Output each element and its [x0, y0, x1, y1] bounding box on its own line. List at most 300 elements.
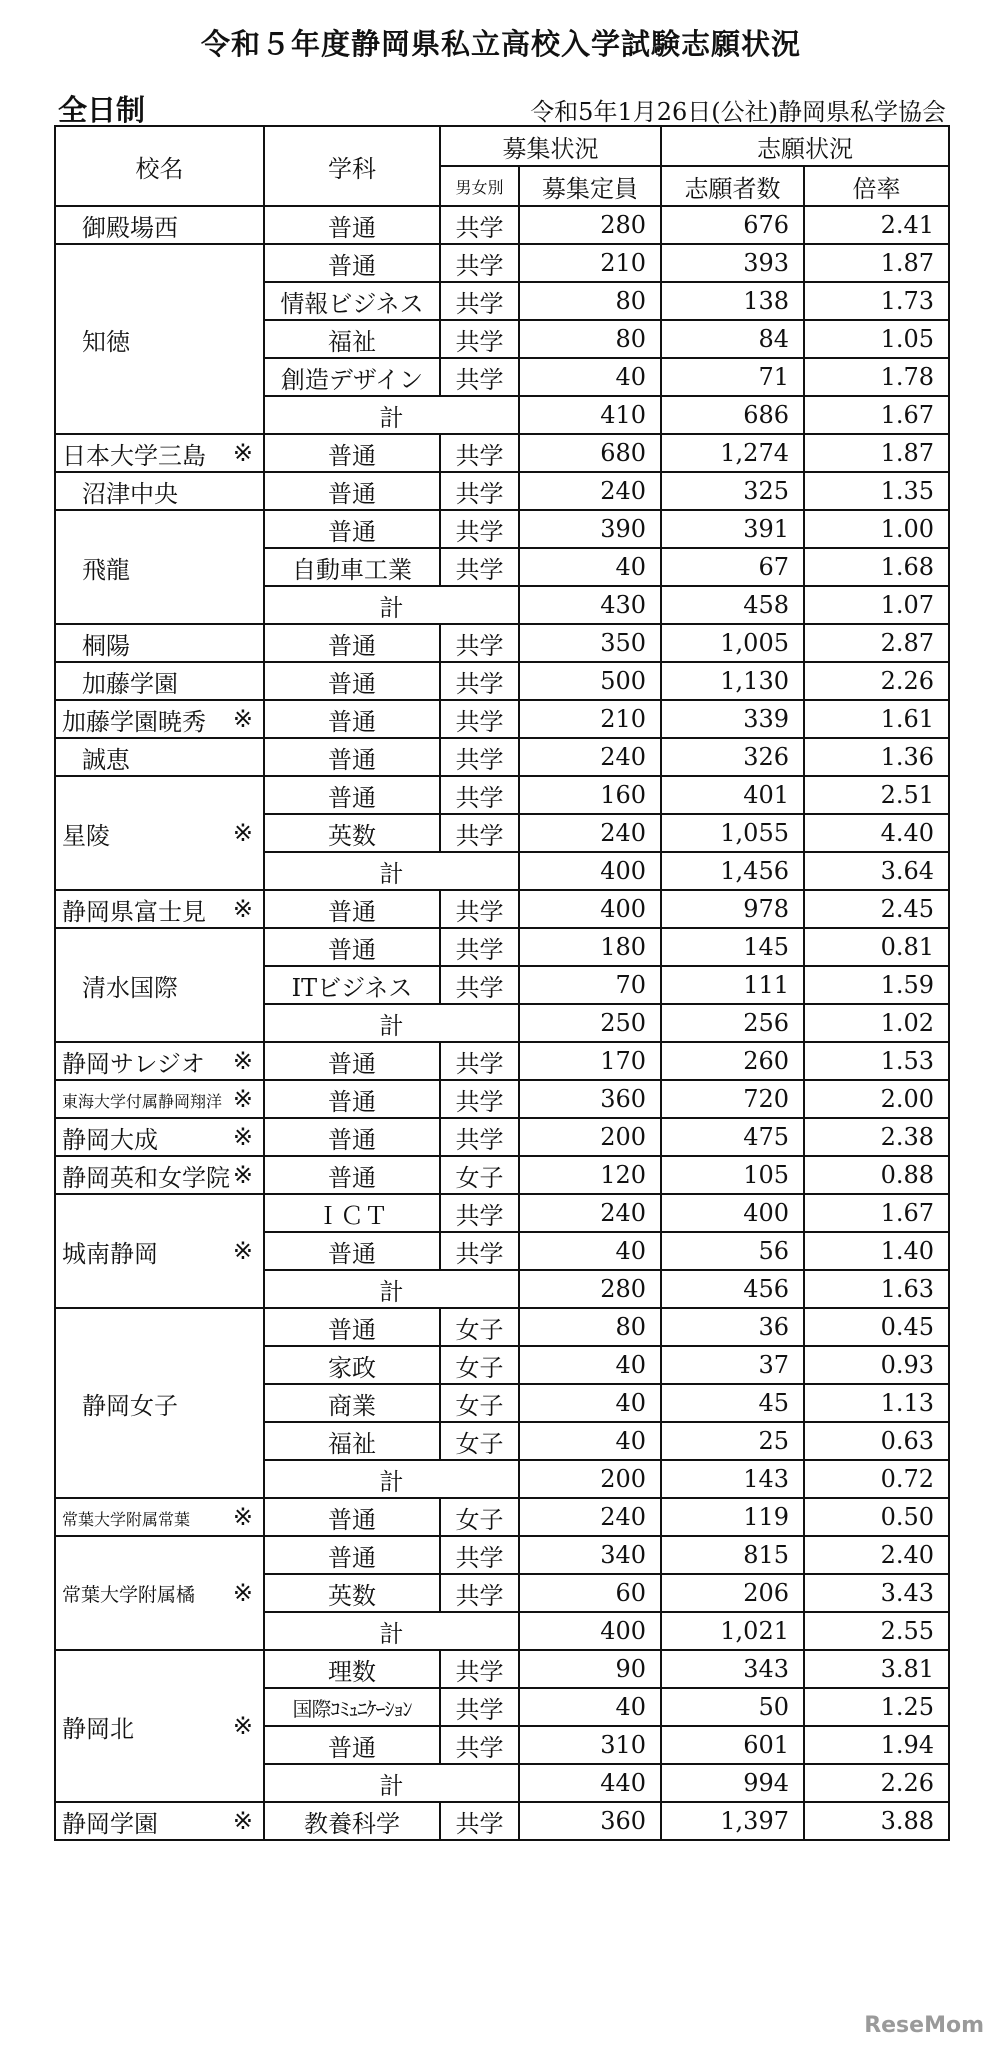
- course-cell: 普通: [264, 434, 440, 472]
- school-name-cell: [55, 776, 264, 890]
- course-cell: 創造デザイン: [264, 358, 440, 396]
- school-name-cell: [55, 1080, 264, 1118]
- note-mark: ※: [232, 1161, 253, 1189]
- capacity-cell: 40: [519, 1346, 661, 1384]
- school-name-cell: [55, 510, 264, 624]
- gender-cell: 共学: [440, 776, 519, 814]
- gender-cell: 共学: [440, 282, 519, 320]
- school-name: 清水国際: [82, 973, 178, 1002]
- course-cell: 普通: [264, 624, 440, 662]
- ratio-cell: 1.35: [804, 472, 949, 510]
- table-row: [55, 1498, 949, 1536]
- applicants-cell: 815: [661, 1536, 804, 1574]
- applicants-cell: 1,130: [661, 662, 804, 700]
- course-cell: 情報ビジネス: [264, 282, 440, 320]
- course-cell: 普通: [264, 1118, 440, 1156]
- ratio-cell: 1.67: [804, 1194, 949, 1232]
- gender-cell: 共学: [440, 472, 519, 510]
- school-name: 桐陽: [82, 631, 130, 660]
- applicants-cell: 400: [661, 1194, 804, 1232]
- ratio-cell: 0.50: [804, 1498, 949, 1536]
- total-ratio-cell: 1.07: [804, 586, 949, 624]
- capacity-cell: 240: [519, 814, 661, 852]
- table-row: [55, 624, 949, 662]
- gender-cell: 共学: [440, 624, 519, 662]
- total-applicants-cell: 1,021: [661, 1612, 804, 1650]
- note-mark: ※: [232, 1123, 253, 1151]
- school-name-cell: [55, 1042, 264, 1080]
- school-name: 常葉大学附属橘: [62, 1584, 196, 1606]
- school-name: 静岡県富士見: [62, 897, 206, 926]
- gender-cell: 共学: [440, 890, 519, 928]
- school-name-cell: [55, 1536, 264, 1650]
- school-name: 飛龍: [82, 555, 130, 584]
- applicants-cell: 105: [661, 1156, 804, 1194]
- applicants-cell: 393: [661, 244, 804, 282]
- course-cell: 普通: [264, 662, 440, 700]
- course-cell: 普通: [264, 1156, 440, 1194]
- course-cell: 家政: [264, 1346, 440, 1384]
- applicants-cell: 676: [661, 206, 804, 244]
- school-name-cell: [55, 434, 264, 472]
- gender-cell: 女子: [440, 1498, 519, 1536]
- table-row: [55, 1080, 949, 1118]
- gender-cell: 女子: [440, 1346, 519, 1384]
- applicants-cell: 326: [661, 738, 804, 776]
- note-mark: ※: [232, 1237, 253, 1265]
- ratio-cell: 0.93: [804, 1346, 949, 1384]
- gender-cell: 共学: [440, 1688, 519, 1726]
- table-row: [55, 1308, 949, 1346]
- total-label-cell: 計: [264, 1460, 519, 1498]
- course-cell: 普通: [264, 1042, 440, 1080]
- applicants-cell: 1,005: [661, 624, 804, 662]
- table-row: [55, 1194, 949, 1232]
- capacity-cell: 240: [519, 472, 661, 510]
- course-cell: 普通: [264, 1536, 440, 1574]
- watermark-logo: ReseMom: [864, 2013, 984, 2038]
- school-name: 東海大学付属静岡翔洋: [62, 1092, 223, 1111]
- total-capacity-cell: 440: [519, 1764, 661, 1802]
- capacity-cell: 210: [519, 700, 661, 738]
- applicants-cell: 1,274: [661, 434, 804, 472]
- applicants-cell: 138: [661, 282, 804, 320]
- gender-cell: 共学: [440, 662, 519, 700]
- course-cell: 福祉: [264, 1422, 440, 1460]
- gender-cell: 共学: [440, 206, 519, 244]
- gender-cell: 共学: [440, 1042, 519, 1080]
- gender-cell: 共学: [440, 1574, 519, 1612]
- total-label-cell: 計: [264, 1612, 519, 1650]
- note-mark: ※: [232, 1085, 253, 1113]
- ratio-cell: 0.81: [804, 928, 949, 966]
- applicants-cell: 601: [661, 1726, 804, 1764]
- course-cell: ＩＣＴ: [264, 1194, 440, 1232]
- table-row: [55, 738, 949, 776]
- source-note: 令和5年1月26日(公社)静岡県私学協会: [530, 98, 946, 126]
- total-ratio-cell: 2.55: [804, 1612, 949, 1650]
- capacity-cell: 500: [519, 662, 661, 700]
- school-name-cell: [55, 1156, 264, 1194]
- capacity-cell: 280: [519, 206, 661, 244]
- total-ratio-cell: 2.26: [804, 1764, 949, 1802]
- course-cell: 普通: [264, 472, 440, 510]
- course-cell: 福祉: [264, 320, 440, 358]
- gender-cell: 共学: [440, 700, 519, 738]
- school-name: 加藤学園: [82, 669, 178, 698]
- gender-cell: 共学: [440, 1080, 519, 1118]
- ratio-cell: 1.05: [804, 320, 949, 358]
- school-name: 静岡北: [62, 1714, 134, 1743]
- applicants-cell: 71: [661, 358, 804, 396]
- applicants-cell: 84: [661, 320, 804, 358]
- school-name-cell: [55, 1194, 264, 1308]
- capacity-cell: 40: [519, 1422, 661, 1460]
- course-cell: 普通: [264, 1232, 440, 1270]
- gender-cell: 共学: [440, 548, 519, 586]
- ratio-cell: 1.40: [804, 1232, 949, 1270]
- capacity-cell: 160: [519, 776, 661, 814]
- note-mark: ※: [232, 895, 253, 923]
- school-name-cell: [55, 662, 264, 700]
- school-name-cell: [55, 928, 264, 1042]
- course-cell: 教養科学: [264, 1802, 440, 1840]
- capacity-cell: 80: [519, 282, 661, 320]
- course-cell: 普通: [264, 1726, 440, 1764]
- gender-cell: 女子: [440, 1384, 519, 1422]
- capacity-cell: 240: [519, 1498, 661, 1536]
- ratio-cell: 1.94: [804, 1726, 949, 1764]
- header-applicants: 志願者数: [661, 166, 804, 206]
- table-row: [55, 700, 949, 738]
- course-cell: 自動車工業: [264, 548, 440, 586]
- applicants-cell: 36: [661, 1308, 804, 1346]
- note-mark: ※: [232, 1579, 253, 1607]
- school-name: 知徳: [82, 327, 130, 356]
- capacity-cell: 360: [519, 1080, 661, 1118]
- capacity-cell: 180: [519, 928, 661, 966]
- total-capacity-cell: 200: [519, 1460, 661, 1498]
- total-label-cell: 計: [264, 852, 519, 890]
- gender-cell: 共学: [440, 510, 519, 548]
- total-applicants-cell: 686: [661, 396, 804, 434]
- gender-cell: 共学: [440, 1194, 519, 1232]
- table-row: [55, 434, 949, 472]
- capacity-cell: 240: [519, 1194, 661, 1232]
- header-capacity: 募集定員: [519, 166, 661, 206]
- table-row: [55, 1802, 949, 1840]
- school-name-cell: [55, 472, 264, 510]
- ratio-cell: 2.38: [804, 1118, 949, 1156]
- ratio-cell: 1.61: [804, 700, 949, 738]
- capacity-cell: 120: [519, 1156, 661, 1194]
- school-name: 日本大学三島: [62, 441, 206, 470]
- school-name-cell: [55, 700, 264, 738]
- capacity-cell: 80: [519, 1308, 661, 1346]
- gender-cell: 共学: [440, 928, 519, 966]
- applicants-cell: 1,055: [661, 814, 804, 852]
- ratio-cell: 1.53: [804, 1042, 949, 1080]
- applicants-cell: 145: [661, 928, 804, 966]
- ratio-cell: 1.87: [804, 244, 949, 282]
- course-cell: 普通: [264, 510, 440, 548]
- school-name: 静岡サレジオ: [62, 1049, 205, 1078]
- total-label-cell: 計: [264, 1764, 519, 1802]
- applicants-cell: 56: [661, 1232, 804, 1270]
- applications-table: [54, 125, 950, 1841]
- capacity-cell: 240: [519, 738, 661, 776]
- table-row: [55, 510, 949, 548]
- ratio-cell: 1.25: [804, 1688, 949, 1726]
- total-label-cell: 計: [264, 396, 519, 434]
- capacity-cell: 200: [519, 1118, 661, 1156]
- total-capacity-cell: 430: [519, 586, 661, 624]
- school-name-cell: [55, 1650, 264, 1802]
- applicants-cell: 25: [661, 1422, 804, 1460]
- gender-cell: 女子: [440, 1156, 519, 1194]
- applicants-cell: 339: [661, 700, 804, 738]
- ratio-cell: 2.41: [804, 206, 949, 244]
- ratio-cell: 3.81: [804, 1650, 949, 1688]
- total-ratio-cell: 1.67: [804, 396, 949, 434]
- course-cell: ITビジネス: [264, 966, 440, 1004]
- school-name-cell: [55, 1498, 264, 1536]
- course-cell: 普通: [264, 1308, 440, 1346]
- course-cell: 普通: [264, 1498, 440, 1536]
- table-body: [55, 206, 949, 1840]
- total-applicants-cell: 256: [661, 1004, 804, 1042]
- ratio-cell: 2.26: [804, 662, 949, 700]
- course-cell: 普通: [264, 700, 440, 738]
- note-mark: ※: [232, 819, 253, 847]
- ratio-cell: 1.78: [804, 358, 949, 396]
- ratio-cell: 0.63: [804, 1422, 949, 1460]
- ratio-cell: 0.88: [804, 1156, 949, 1194]
- total-ratio-cell: 0.72: [804, 1460, 949, 1498]
- school-name-cell: [55, 244, 264, 434]
- capacity-cell: 390: [519, 510, 661, 548]
- section-label: 全日制: [58, 93, 146, 127]
- ratio-cell: 0.45: [804, 1308, 949, 1346]
- school-name: 沼津中央: [82, 479, 178, 508]
- total-applicants-cell: 456: [661, 1270, 804, 1308]
- school-name-cell: [55, 206, 264, 244]
- school-name-cell: [55, 890, 264, 928]
- school-name-cell: [55, 1308, 264, 1498]
- total-applicants-cell: 458: [661, 586, 804, 624]
- school-name: 御殿場西: [82, 213, 178, 242]
- ratio-cell: 1.59: [804, 966, 949, 1004]
- ratio-cell: 2.00: [804, 1080, 949, 1118]
- school-name: 常葉大学附属常葉: [62, 1510, 191, 1529]
- ratio-cell: 2.45: [804, 890, 949, 928]
- note-mark: ※: [232, 439, 253, 467]
- applicants-cell: 1,397: [661, 1802, 804, 1840]
- applicants-cell: 260: [661, 1042, 804, 1080]
- applicants-cell: 343: [661, 1650, 804, 1688]
- course-cell: 商業: [264, 1384, 440, 1422]
- capacity-cell: 350: [519, 624, 661, 662]
- capacity-cell: 340: [519, 1536, 661, 1574]
- gender-cell: 共学: [440, 1726, 519, 1764]
- capacity-cell: 60: [519, 1574, 661, 1612]
- total-capacity-cell: 400: [519, 852, 661, 890]
- course-cell: 普通: [264, 206, 440, 244]
- header-recruit-group: 募集状況: [440, 126, 661, 166]
- total-ratio-cell: 3.64: [804, 852, 949, 890]
- gender-cell: 共学: [440, 1536, 519, 1574]
- table-row: [55, 1118, 949, 1156]
- applicants-cell: 45: [661, 1384, 804, 1422]
- page-title: 令和５年度静岡県私立高校入学試験志願状況: [200, 27, 801, 61]
- table-row: [55, 1650, 949, 1688]
- applicants-cell: 391: [661, 510, 804, 548]
- course-cell: 普通: [264, 738, 440, 776]
- header-apply-group: 志願状況: [661, 126, 949, 166]
- capacity-cell: 40: [519, 1384, 661, 1422]
- course-cell: 英数: [264, 814, 440, 852]
- table-row: [55, 890, 949, 928]
- table-row: [55, 776, 949, 814]
- capacity-cell: 90: [519, 1650, 661, 1688]
- table-row: [55, 1156, 949, 1194]
- gender-cell: 共学: [440, 814, 519, 852]
- capacity-cell: 210: [519, 244, 661, 282]
- gender-cell: 共学: [440, 320, 519, 358]
- ratio-cell: 1.68: [804, 548, 949, 586]
- gender-cell: 共学: [440, 244, 519, 282]
- gender-cell: 共学: [440, 1118, 519, 1156]
- table-row: [55, 1536, 949, 1574]
- school-name: 静岡女子: [82, 1391, 178, 1420]
- capacity-cell: 40: [519, 1688, 661, 1726]
- capacity-cell: 40: [519, 548, 661, 586]
- note-mark: ※: [232, 1503, 253, 1531]
- course-cell: 普通: [264, 1080, 440, 1118]
- course-cell: 普通: [264, 244, 440, 282]
- table-row: [55, 662, 949, 700]
- total-ratio-cell: 1.02: [804, 1004, 949, 1042]
- school-name-cell: [55, 738, 264, 776]
- ratio-cell: 1.36: [804, 738, 949, 776]
- school-name-cell: [55, 1118, 264, 1156]
- school-name: 城南静岡: [62, 1239, 158, 1268]
- ratio-cell: 3.43: [804, 1574, 949, 1612]
- applicants-cell: 720: [661, 1080, 804, 1118]
- gender-cell: 共学: [440, 1650, 519, 1688]
- course-cell: 理数: [264, 1650, 440, 1688]
- school-name-cell: [55, 624, 264, 662]
- header-school: 校名: [55, 126, 264, 206]
- course-cell: 国際ｺﾐｭﾆｹｰｼｮﾝ: [264, 1688, 440, 1726]
- capacity-cell: 310: [519, 1726, 661, 1764]
- course-cell: 普通: [264, 928, 440, 966]
- applicants-cell: 978: [661, 890, 804, 928]
- applicants-cell: 50: [661, 1688, 804, 1726]
- ratio-cell: 1.00: [804, 510, 949, 548]
- total-capacity-cell: 250: [519, 1004, 661, 1042]
- capacity-cell: 40: [519, 1232, 661, 1270]
- school-name: 静岡英和女学院: [62, 1163, 230, 1192]
- school-name: 加藤学園暁秀: [62, 707, 206, 736]
- note-mark: ※: [232, 1807, 253, 1835]
- course-cell: 普通: [264, 776, 440, 814]
- header-gender: 男女別: [440, 166, 519, 206]
- table-row: [55, 472, 949, 510]
- gender-cell: 共学: [440, 358, 519, 396]
- capacity-cell: 80: [519, 320, 661, 358]
- gender-cell: 共学: [440, 1232, 519, 1270]
- school-name: 誠恵: [82, 745, 130, 774]
- capacity-cell: 680: [519, 434, 661, 472]
- course-cell: 普通: [264, 890, 440, 928]
- total-label-cell: 計: [264, 1270, 519, 1308]
- ratio-cell: 4.40: [804, 814, 949, 852]
- course-cell: 英数: [264, 1574, 440, 1612]
- applicants-cell: 401: [661, 776, 804, 814]
- table-row: [55, 1042, 949, 1080]
- school-name-cell: [55, 1802, 264, 1840]
- ratio-cell: 2.51: [804, 776, 949, 814]
- total-label-cell: 計: [264, 1004, 519, 1042]
- gender-cell: 女子: [440, 1422, 519, 1460]
- total-capacity-cell: 400: [519, 1612, 661, 1650]
- school-name: 静岡大成: [62, 1125, 158, 1154]
- applicants-cell: 206: [661, 1574, 804, 1612]
- capacity-cell: 170: [519, 1042, 661, 1080]
- applicants-cell: 67: [661, 548, 804, 586]
- gender-cell: 共学: [440, 434, 519, 472]
- note-mark: ※: [232, 1047, 253, 1075]
- applicants-cell: 111: [661, 966, 804, 1004]
- capacity-cell: 400: [519, 890, 661, 928]
- total-capacity-cell: 410: [519, 396, 661, 434]
- ratio-cell: 1.73: [804, 282, 949, 320]
- school-name: 静岡学園: [62, 1809, 158, 1838]
- applicants-cell: 475: [661, 1118, 804, 1156]
- header-ratio: 倍率: [804, 166, 949, 206]
- ratio-cell: 2.40: [804, 1536, 949, 1574]
- total-applicants-cell: 1,456: [661, 852, 804, 890]
- table-row: [55, 244, 949, 282]
- ratio-cell: 2.87: [804, 624, 949, 662]
- total-applicants-cell: 143: [661, 1460, 804, 1498]
- total-label-cell: 計: [264, 586, 519, 624]
- ratio-cell: 1.13: [804, 1384, 949, 1422]
- capacity-cell: 70: [519, 966, 661, 1004]
- table-row: [55, 928, 949, 966]
- gender-cell: 共学: [440, 966, 519, 1004]
- gender-cell: 共学: [440, 1802, 519, 1840]
- applicants-cell: 37: [661, 1346, 804, 1384]
- gender-cell: 女子: [440, 1308, 519, 1346]
- header-course: 学科: [264, 126, 440, 206]
- table-row: [55, 206, 949, 244]
- ratio-cell: 1.87: [804, 434, 949, 472]
- total-ratio-cell: 1.63: [804, 1270, 949, 1308]
- capacity-cell: 40: [519, 358, 661, 396]
- gender-cell: 共学: [440, 738, 519, 776]
- note-mark: ※: [232, 1712, 253, 1740]
- applicants-cell: 119: [661, 1498, 804, 1536]
- applicants-cell: 325: [661, 472, 804, 510]
- total-capacity-cell: 280: [519, 1270, 661, 1308]
- capacity-cell: 360: [519, 1802, 661, 1840]
- ratio-cell: 3.88: [804, 1802, 949, 1840]
- total-applicants-cell: 994: [661, 1764, 804, 1802]
- school-name: 星陵: [62, 821, 110, 850]
- note-mark: ※: [232, 705, 253, 733]
